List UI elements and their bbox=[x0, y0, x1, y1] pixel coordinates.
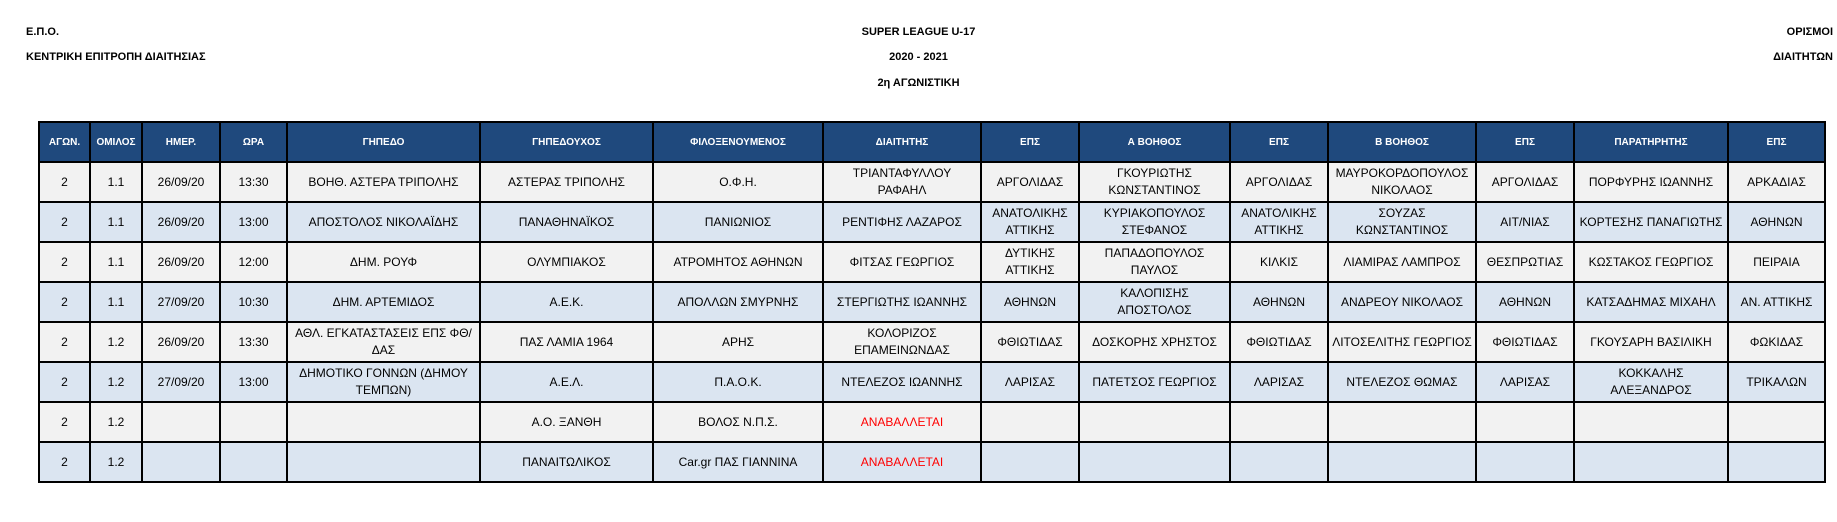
cell-date bbox=[142, 402, 220, 442]
column-header-time: ΩΡΑ bbox=[220, 122, 287, 162]
cell-stadium: ΔΗΜΟΤΙΚΟ ΓΟΝΝΩΝ (ΔΗΜΟΥ ΤΕΜΠΩΝ) bbox=[287, 362, 480, 402]
cell-home-team: ΠΑΝΑΙΤΩΛΙΚΟΣ bbox=[480, 442, 653, 482]
cell-referee: ΦΙΤΣΑΣ ΓΕΩΡΓΙΟΣ bbox=[823, 242, 981, 282]
cell-observer: ΚΟΚΚΑΛΗΣ ΑΛΕΞΑΝΔΡΟΣ bbox=[1574, 362, 1728, 402]
cell-assistant-b: ΝΤΕΛΕΖΟΣ ΘΩΜΑΣ bbox=[1328, 362, 1476, 402]
cell-assistant-b-union bbox=[1476, 442, 1574, 482]
cell-group: 1.1 bbox=[90, 162, 142, 202]
cell-assistant-b-union: ΦΘΙΩΤΙΔΑΣ bbox=[1476, 322, 1574, 362]
cell-observer-union bbox=[1728, 442, 1825, 482]
table-row bbox=[39, 162, 1825, 202]
cell-home-team: ΟΛΥΜΠΙΑΚΟΣ bbox=[480, 242, 653, 282]
doc-type-line1: ΟΡΙΣΜΟΙ bbox=[1786, 26, 1833, 38]
cell-group: 1.2 bbox=[90, 322, 142, 362]
cell-assistant-a-union: ΚΙΛΚΙΣ bbox=[1230, 242, 1328, 282]
cell-referee: ΑΝΑΒΑΛΛΕΤΑΙ bbox=[823, 442, 981, 482]
cell-home-team: ΑΣΤΕΡΑΣ ΤΡΙΠΟΛΗΣ bbox=[480, 162, 653, 202]
cell-time: 13:30 bbox=[220, 162, 287, 202]
cell-group: 1.1 bbox=[90, 242, 142, 282]
cell-home-team: Α.Ο. ΞΑΝΘΗ bbox=[480, 402, 653, 442]
cell-referee: ΚΟΛΟΡΙΖΟΣ ΕΠΑΜΕΙΝΩΝΔΑΣ bbox=[823, 322, 981, 362]
cell-assistant-b-union: ΑΡΓΟΛΙΔΑΣ bbox=[1476, 162, 1574, 202]
cell-referee-union: ΑΡΓΟΛΙΔΑΣ bbox=[981, 162, 1079, 202]
cell-stadium: ΑΘΛ. ΕΓΚΑΤΑΣΤΑΣΕΙΣ ΕΠΣ ΦΘ/ΔΑΣ bbox=[287, 322, 480, 362]
column-header-date: ΗΜΕΡ. bbox=[142, 122, 220, 162]
matchday: 2η ΑΓΩΝΙΣΤΙΚΗ bbox=[877, 77, 960, 89]
cell-away-team: ΑΡΗΣ bbox=[653, 322, 823, 362]
cell-date: 26/09/20 bbox=[142, 202, 220, 242]
cell-assistant-a-union: ΑΡΓΟΛΙΔΑΣ bbox=[1230, 162, 1328, 202]
league-title: SUPER LEAGUE U-17 bbox=[861, 26, 976, 38]
cell-match-no: 2 bbox=[39, 242, 90, 282]
column-header-assistant-b-union: ΕΠΣ bbox=[1476, 122, 1574, 162]
cell-home-team: ΠΑΝΑΘΗΝΑΪΚΟΣ bbox=[480, 202, 653, 242]
cell-assistant-b-union: ΘΕΣΠΡΩΤΙΑΣ bbox=[1476, 242, 1574, 282]
column-header-away-team: ΦΙΛΟΞΕΝΟΥΜΕΝΟΣ bbox=[653, 122, 823, 162]
column-header-observer: ΠΑΡΑΤΗΡΗΤΗΣ bbox=[1574, 122, 1728, 162]
cell-assistant-a: ΓΚΟΥΡΙΩΤΗΣ ΚΩΝΣΤΑΝΤΙΝΟΣ bbox=[1079, 162, 1230, 202]
cell-match-no: 2 bbox=[39, 442, 90, 482]
cell-referee-union: ΔΥΤΙΚΗΣ ΑΤΤΙΚΗΣ bbox=[981, 242, 1079, 282]
cell-assistant-b: ΛΙΤΟΣΕΛΙΤΗΣ ΓΕΩΡΓΙΟΣ bbox=[1328, 322, 1476, 362]
column-header-match-no: ΑΓΩΝ. bbox=[39, 122, 90, 162]
cell-assistant-b-union: ΑΙΤ/ΝΙΑΣ bbox=[1476, 202, 1574, 242]
cell-date bbox=[142, 442, 220, 482]
cell-home-team: Α.Ε.Λ. bbox=[480, 362, 653, 402]
cell-time: 12:00 bbox=[220, 242, 287, 282]
cell-observer: ΚΑΤΣΑΔΗΜΑΣ ΜΙΧΑΗΛ bbox=[1574, 282, 1728, 322]
committee-name: ΚΕΝΤΡΙΚΗ ΕΠΙΤΡΟΠΗ ΔΙΑΙΤΗΣΙΑΣ bbox=[26, 51, 206, 63]
cell-referee-union: ΦΘΙΩΤΙΔΑΣ bbox=[981, 322, 1079, 362]
table-row bbox=[39, 242, 1825, 282]
cell-referee-union: ΛΑΡΙΣΑΣ bbox=[981, 362, 1079, 402]
cell-away-team: Π.Α.Ο.Κ. bbox=[653, 362, 823, 402]
cell-observer-union: ΑΘΗΝΩΝ bbox=[1728, 202, 1825, 242]
cell-referee: ΑΝΑΒΑΛΛΕΤΑΙ bbox=[823, 402, 981, 442]
federation-abbrev: Ε.Π.Ο. bbox=[26, 26, 60, 38]
cell-referee: ΝΤΕΛΕΖΟΣ ΙΩΑΝΝΗΣ bbox=[823, 362, 981, 402]
cell-observer: ΚΟΡΤΕΣΗΣ ΠΑΝΑΓΙΩΤΗΣ bbox=[1574, 202, 1728, 242]
cell-observer-union bbox=[1728, 402, 1825, 442]
cell-assistant-b: ΜΑΥΡΟΚΟΡΔΟΠΟΥΛΟΣ ΝΙΚΟΛΑΟΣ bbox=[1328, 162, 1476, 202]
cell-match-no: 2 bbox=[39, 282, 90, 322]
table-header-row bbox=[39, 122, 1825, 162]
cell-group: 1.1 bbox=[90, 202, 142, 242]
referee-assignments-table bbox=[38, 121, 1826, 483]
cell-observer-union: ΤΡΙΚΑΛΩΝ bbox=[1728, 362, 1825, 402]
table-body bbox=[39, 162, 1825, 482]
cell-time: 10:30 bbox=[220, 282, 287, 322]
column-header-observer-union: ΕΠΣ bbox=[1728, 122, 1825, 162]
cell-away-team: ΑΤΡΟΜΗΤΟΣ ΑΘΗΝΩΝ bbox=[653, 242, 823, 282]
cell-assistant-b: ΛΙΑΜΙΡΑΣ ΛΑΜΠΡΟΣ bbox=[1328, 242, 1476, 282]
cell-assistant-a-union: ΛΑΡΙΣΑΣ bbox=[1230, 362, 1328, 402]
cell-referee: ΤΡΙΑΝΤΑΦΥΛΛΟΥ ΡΑΦΑΗΛ bbox=[823, 162, 981, 202]
cell-assistant-b-union bbox=[1476, 402, 1574, 442]
cell-away-team: Car.gr ΠΑΣ ΓΙΑΝΝΙΝΑ bbox=[653, 442, 823, 482]
column-header-stadium: ΓΗΠΕΔΟ bbox=[287, 122, 480, 162]
column-header-assistant-a-union: ΕΠΣ bbox=[1230, 122, 1328, 162]
cell-assistant-b bbox=[1328, 442, 1476, 482]
cell-match-no: 2 bbox=[39, 162, 90, 202]
cell-date: 26/09/20 bbox=[142, 162, 220, 202]
cell-time bbox=[220, 442, 287, 482]
cell-referee-union: ΑΘΗΝΩΝ bbox=[981, 282, 1079, 322]
cell-stadium bbox=[287, 402, 480, 442]
cell-assistant-b-union: ΑΘΗΝΩΝ bbox=[1476, 282, 1574, 322]
cell-match-no: 2 bbox=[39, 202, 90, 242]
column-header-home-team: ΓΗΠΕΔΟΥΧΟΣ bbox=[480, 122, 653, 162]
cell-date: 26/09/20 bbox=[142, 242, 220, 282]
cell-observer: ΚΩΣΤΑΚΟΣ ΓΕΩΡΓΙΟΣ bbox=[1574, 242, 1728, 282]
column-header-referee-union: ΕΠΣ bbox=[981, 122, 1079, 162]
cell-observer bbox=[1574, 402, 1728, 442]
cell-stadium bbox=[287, 442, 480, 482]
cell-observer: ΓΚΟΥΣΑΡΗ ΒΑΣΙΛΙΚΗ bbox=[1574, 322, 1728, 362]
table-row bbox=[39, 402, 1825, 442]
column-header-group: ΟΜΙΛΟΣ bbox=[90, 122, 142, 162]
cell-date: 27/09/20 bbox=[142, 362, 220, 402]
cell-observer-union: ΠΕΙΡΑΙΑ bbox=[1728, 242, 1825, 282]
column-header-assistant-a: Α ΒΟΗΘΟΣ bbox=[1079, 122, 1230, 162]
cell-observer-union: ΑΡΚΑΔΙΑΣ bbox=[1728, 162, 1825, 202]
cell-assistant-a-union: ΑΘΗΝΩΝ bbox=[1230, 282, 1328, 322]
cell-time: 13:00 bbox=[220, 202, 287, 242]
cell-observer-union: ΦΩΚΙΔΑΣ bbox=[1728, 322, 1825, 362]
cell-match-no: 2 bbox=[39, 362, 90, 402]
cell-stadium: ΒΟΗΘ. ΑΣΤΕΡΑ ΤΡΙΠΟΛΗΣ bbox=[287, 162, 480, 202]
cell-assistant-b: ΣΟΥΖΑΣ ΚΩΝΣΤΑΝΤΙΝΟΣ bbox=[1328, 202, 1476, 242]
cell-time: 13:30 bbox=[220, 322, 287, 362]
cell-stadium: ΔΗΜ. ΡΟΥΦ bbox=[287, 242, 480, 282]
table-row bbox=[39, 442, 1825, 482]
cell-stadium: ΔΗΜ. ΑΡΤΕΜΙΔΟΣ bbox=[287, 282, 480, 322]
table-row bbox=[39, 362, 1825, 402]
cell-stadium: ΑΠΟΣΤΟΛΟΣ ΝΙΚΟΛΑΪΔΗΣ bbox=[287, 202, 480, 242]
cell-assistant-a-union bbox=[1230, 442, 1328, 482]
cell-assistant-b-union: ΛΑΡΙΣΑΣ bbox=[1476, 362, 1574, 402]
cell-group: 1.2 bbox=[90, 442, 142, 482]
cell-date: 26/09/20 bbox=[142, 322, 220, 362]
cell-referee-union: ΑΝΑΤΟΛΙΚΗΣ ΑΤΤΙΚΗΣ bbox=[981, 202, 1079, 242]
column-header-referee: ΔΙΑΙΤΗΤΗΣ bbox=[823, 122, 981, 162]
cell-match-no: 2 bbox=[39, 402, 90, 442]
cell-home-team: Α.Ε.Κ. bbox=[480, 282, 653, 322]
cell-referee-union bbox=[981, 402, 1079, 442]
column-header-assistant-b: Β ΒΟΗΘΟΣ bbox=[1328, 122, 1476, 162]
table-row bbox=[39, 282, 1825, 322]
cell-away-team: ΠΑΝΙΩΝΙΟΣ bbox=[653, 202, 823, 242]
cell-date: 27/09/20 bbox=[142, 282, 220, 322]
table-row bbox=[39, 322, 1825, 362]
cell-away-team: ΑΠΟΛΛΩΝ ΣΜΥΡΝΗΣ bbox=[653, 282, 823, 322]
cell-assistant-a: ΚΥΡΙΑΚΟΠΟΥΛΟΣ ΣΤΕΦΑΝΟΣ bbox=[1079, 202, 1230, 242]
cell-assistant-a bbox=[1079, 442, 1230, 482]
season: 2020 - 2021 bbox=[889, 51, 948, 63]
cell-assistant-a: ΚΑΛΟΠΙΣΗΣ ΑΠΟΣΤΟΛΟΣ bbox=[1079, 282, 1230, 322]
table-row bbox=[39, 202, 1825, 242]
cell-group: 1.2 bbox=[90, 362, 142, 402]
doc-type-line2: ΔΙΑΙΤΗΤΩΝ bbox=[1773, 51, 1833, 63]
cell-away-team: ΒΟΛΟΣ Ν.Π.Σ. bbox=[653, 402, 823, 442]
cell-home-team: ΠΑΣ ΛΑΜΙΑ 1964 bbox=[480, 322, 653, 362]
cell-assistant-a bbox=[1079, 402, 1230, 442]
cell-assistant-a: ΠΑΠΑΔΟΠΟΥΛΟΣ ΠΑΥΛΟΣ bbox=[1079, 242, 1230, 282]
cell-group: 1.2 bbox=[90, 402, 142, 442]
cell-assistant-a: ΔΟΣΚΟΡΗΣ ΧΡΗΣΤΟΣ bbox=[1079, 322, 1230, 362]
cell-assistant-b bbox=[1328, 402, 1476, 442]
cell-referee: ΣΤΕΡΓΙΩΤΗΣ ΙΩΑΝΝΗΣ bbox=[823, 282, 981, 322]
cell-match-no: 2 bbox=[39, 322, 90, 362]
cell-assistant-a-union: ΑΝΑΤΟΛΙΚΗΣ ΑΤΤΙΚΗΣ bbox=[1230, 202, 1328, 242]
cell-referee: ΡΕΝΤΙΦΗΣ ΛΑΖΑΡΟΣ bbox=[823, 202, 981, 242]
cell-observer-union: ΑΝ. ΑΤΤΙΚΗΣ bbox=[1728, 282, 1825, 322]
cell-assistant-a-union: ΦΘΙΩΤΙΔΑΣ bbox=[1230, 322, 1328, 362]
cell-time bbox=[220, 402, 287, 442]
cell-observer: ΠΟΡΦΥΡΗΣ ΙΩΑΝΝΗΣ bbox=[1574, 162, 1728, 202]
cell-away-team: Ο.Φ.Η. bbox=[653, 162, 823, 202]
cell-observer bbox=[1574, 442, 1728, 482]
cell-referee-union bbox=[981, 442, 1079, 482]
cell-time: 13:00 bbox=[220, 362, 287, 402]
cell-assistant-a: ΠΑΤΕΤΣΟΣ ΓΕΩΡΓΙΟΣ bbox=[1079, 362, 1230, 402]
cell-group: 1.1 bbox=[90, 282, 142, 322]
cell-assistant-b: ΑΝΔΡΕΟΥ ΝΙΚΟΛΑΟΣ bbox=[1328, 282, 1476, 322]
cell-assistant-a-union bbox=[1230, 402, 1328, 442]
